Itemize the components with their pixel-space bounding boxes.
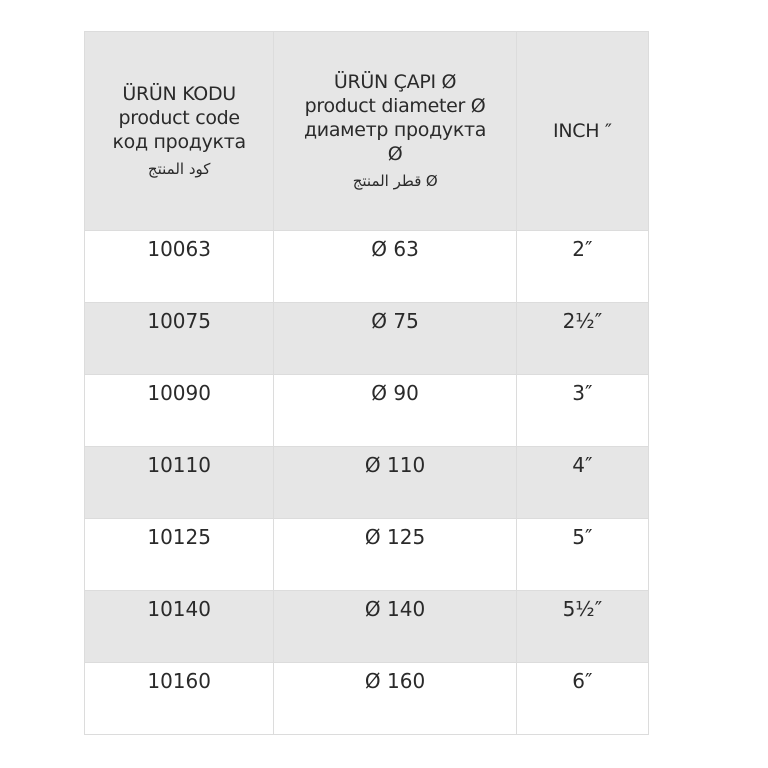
header-product-code	[85, 32, 274, 231]
table-row	[85, 663, 649, 735]
header-diam-ru: диаметр продукта	[303, 119, 487, 141]
cell-diameter: Ø 110	[274, 447, 516, 519]
table-row	[85, 375, 649, 447]
table-header-row	[85, 32, 649, 231]
cell-inch: 5″	[516, 519, 648, 591]
header-diam-ar: Ø قطر المنتج	[352, 172, 438, 190]
cell-code: 10160	[85, 663, 274, 735]
cell-inch: 5½″	[516, 591, 648, 663]
header-code-en: product code	[118, 107, 240, 129]
header-code-tr: ÜRÜN KODU	[122, 83, 236, 105]
cell-inch: 2½″	[516, 303, 648, 375]
cell-code: 10110	[85, 447, 274, 519]
cell-diameter: Ø 63	[274, 231, 516, 303]
header-product-diameter	[274, 32, 516, 231]
cell-diameter: Ø 140	[274, 591, 516, 663]
cell-diameter: Ø 160	[274, 663, 516, 735]
cell-diameter: Ø 75	[274, 303, 516, 375]
header-diam-ru-symbol: Ø	[387, 143, 403, 165]
product-table	[84, 31, 649, 735]
table-row	[85, 447, 649, 519]
cell-inch: 3″	[516, 375, 648, 447]
cell-inch: 2″	[516, 231, 648, 303]
cell-diameter: Ø 90	[274, 375, 516, 447]
header-diam-en: product diameter Ø	[304, 95, 486, 117]
table-row	[85, 231, 649, 303]
header-code-ar: كود المنتج	[147, 160, 211, 178]
header-diam-tr: ÜRÜN ÇAPI Ø	[333, 71, 457, 93]
header-code-ru: код продукта	[112, 131, 246, 153]
table-row	[85, 519, 649, 591]
cell-code: 10063	[85, 231, 274, 303]
cell-code: 10125	[85, 519, 274, 591]
cell-code: 10140	[85, 591, 274, 663]
cell-inch: 6″	[516, 663, 648, 735]
cell-code: 10090	[85, 375, 274, 447]
cell-diameter: Ø 125	[274, 519, 516, 591]
table-row	[85, 591, 649, 663]
table-row	[85, 303, 649, 375]
cell-code: 10075	[85, 303, 274, 375]
header-inch: INCH ″	[516, 32, 648, 231]
cell-inch: 4″	[516, 447, 648, 519]
